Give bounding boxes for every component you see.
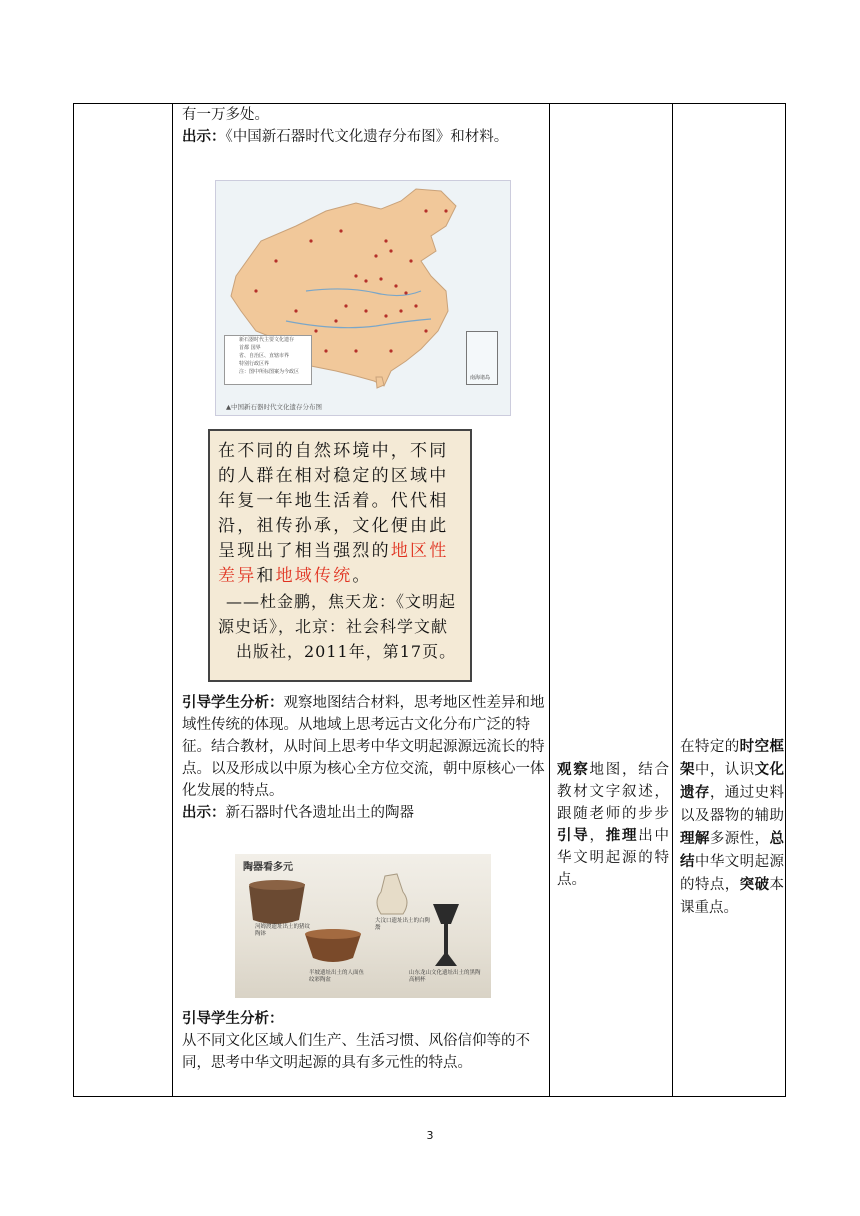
column-divider (172, 104, 173, 1096)
guide-analysis-block-2 (182, 1008, 550, 1074)
show-label: 出示： (182, 805, 226, 821)
show-label: 出示： (182, 129, 226, 145)
highlight-text: 差异 (218, 566, 257, 586)
student-activity-cell: 观察地图，结合教材文字叙述，跟随老师的步步引导，推理出中华文明起源的特点。 (557, 762, 669, 888)
pottery-title: 陶器看多元 (243, 862, 293, 873)
guide-label: 引导学生分析： (182, 1011, 284, 1027)
show-text: 《中国新石器时代文化遗存分布图》和材料。 (225, 129, 509, 145)
guide-analysis-block (182, 692, 550, 824)
map-caption: ▲中国新石器时代文化遗存分布图 (226, 403, 322, 411)
pottery-image (235, 854, 491, 998)
pottery-label: 半坡遗址出土的人面鱼纹彩陶盆 (309, 970, 365, 983)
show-text: 新石器时代各遗址出土的陶器 (225, 805, 414, 821)
column-divider (672, 104, 673, 1096)
column-divider (549, 104, 550, 1096)
continued-text: 有一万多处。 (182, 107, 269, 123)
pottery-label: 山东龙山文化遗址出土的黑陶高柄杯 (409, 970, 481, 983)
guide-text: 观察地图结合材料，思考地区性差异和地域性传统的体现。从地域上思考远古文化分布广泛的特征。结合教材，从时间上思考中华文明起源源远流长的特点。以及形成以中原为核心全方位交流，朝中原核心一体化发展的特点。 (182, 695, 545, 799)
guide-text: 从不同文化区域人们生产、生活习惯、风俗信仰等的不同，思考中华文明起源的具有多元性的特点。 (182, 1033, 530, 1071)
pottery-label: 河姆渡遗址出土的猪纹陶钵 (255, 924, 311, 937)
show-map-paragraph (182, 126, 550, 148)
quote-box: 在不同的自然环境中，不同 的人群在相对稳定的区域中 年复一年地生活着。代代相 沿，祖传孙承，文化便由此 呈现出了相当强烈的地区性 差异和地域传统。 ——杜金鹏，焦天龙：《文明起 源史话》，北京：社会科学文献 出版社，2011年，第17页。 (208, 429, 472, 682)
lesson-table (73, 103, 786, 1097)
south-china-sea-inset: 南海诸岛 (466, 331, 498, 385)
quote-source: ——杜金鹏，焦天龙：《文明起 (226, 592, 457, 611)
highlight-text: 地区性 (390, 541, 449, 561)
design-intent-cell: 在特定的时空框架中，认识文化遗存，通过史料以及器物的辅助理解多源性，总结中华文明起源的特点，突破本课重点。 (680, 739, 785, 916)
teaching-activity-cell (182, 104, 550, 148)
pottery-label: 大汶口遗址出土的白陶鬶 (375, 918, 431, 931)
guide-label: 引导学生分析： (182, 695, 284, 711)
neolithic-distribution-map (215, 180, 511, 416)
map-legend: 新石器时代主要文化遗存 首都 国界 省、自治区、直辖市界 特别行政区界 注：图中所标图案为今政区 (224, 335, 312, 385)
page-number: 3 (426, 1129, 434, 1142)
highlight-text: 地域传统 (275, 566, 353, 586)
